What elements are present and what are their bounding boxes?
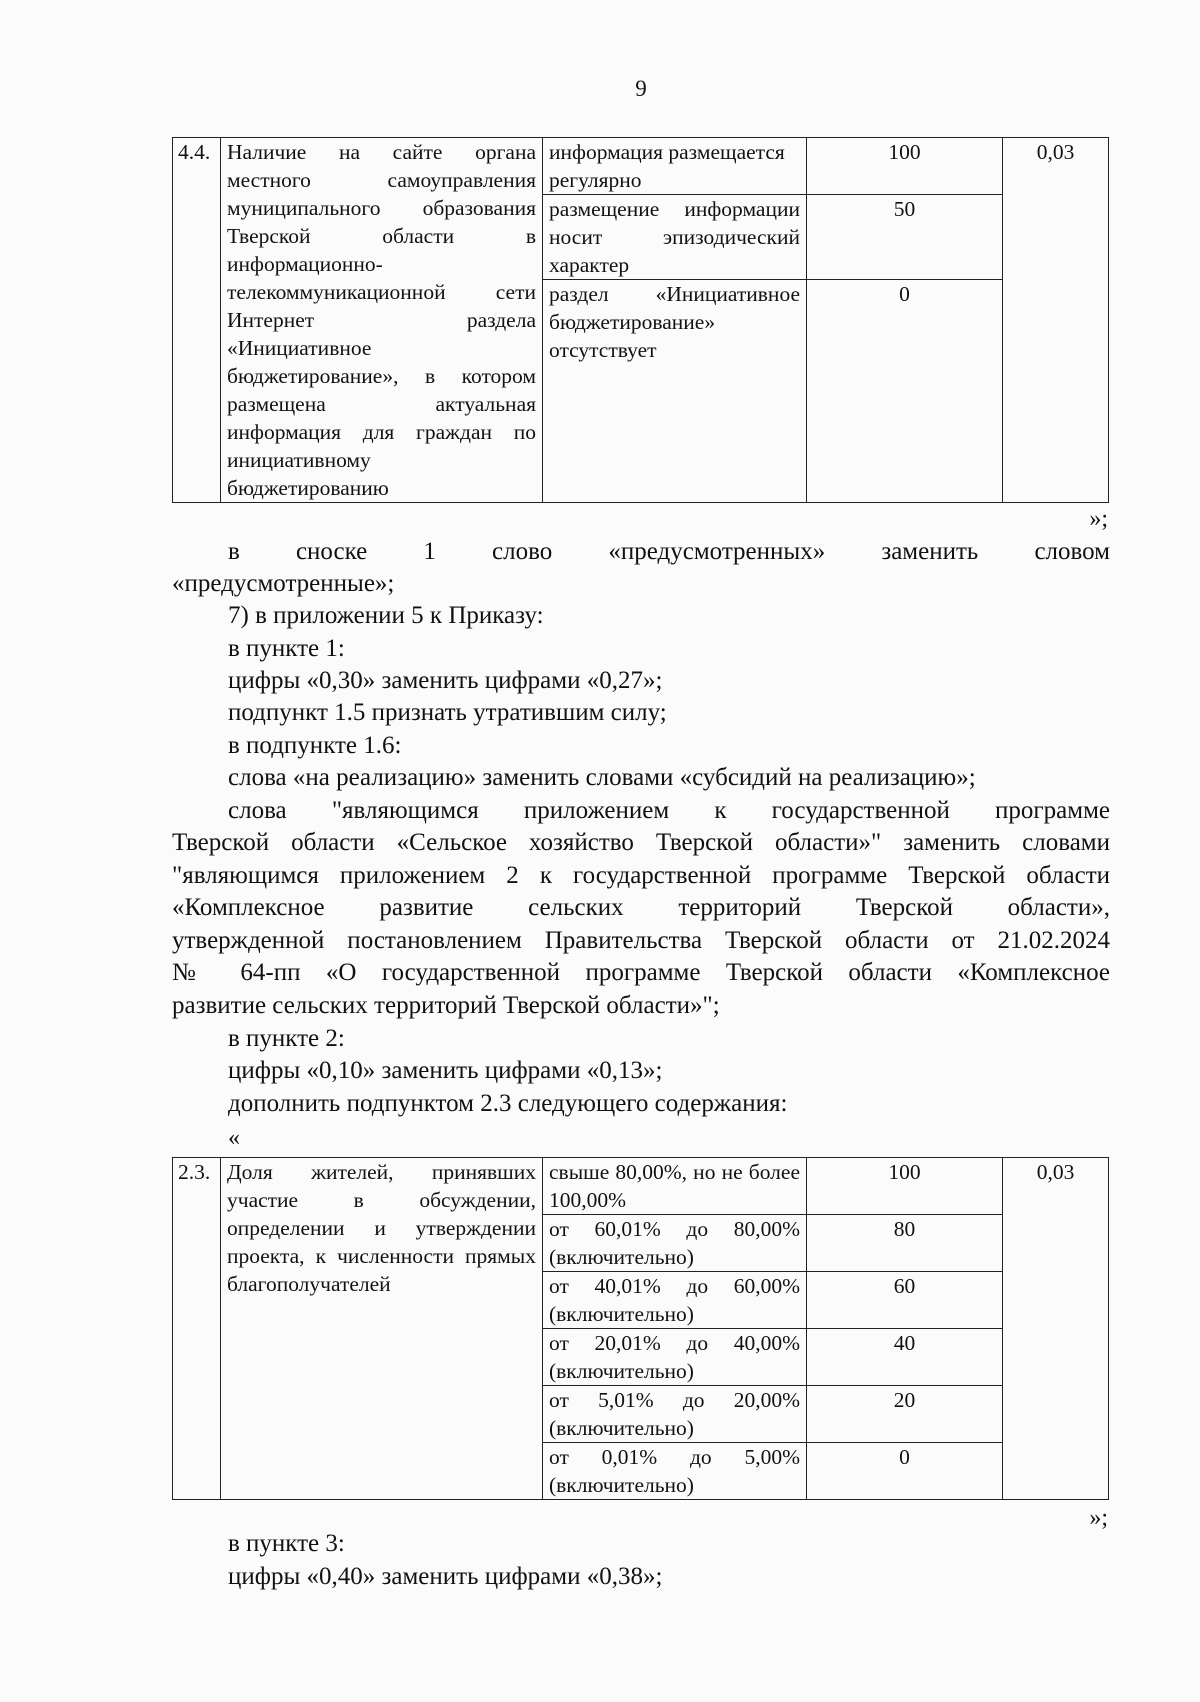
- criterion-cell: раздел «Инициативное бюджетирование» отсутствует: [543, 280, 807, 503]
- score-cell: 50: [807, 195, 1003, 280]
- text-line: цифры «0,30» заменить цифрами «0,27»;: [228, 667, 663, 694]
- indicator-description: Наличие на сайте органа местного самоуправления муниципального образования Тверской области в информационно-телекоммуникационной сети Интернет раздела «Инициативное бюджетирование», в котором размещена актуальная информация для граждан по инициативному бюджетированию: [221, 138, 543, 503]
- page-number: 9: [635, 76, 647, 101]
- criterion-cell: размещение информации носит эпизодический характер: [543, 195, 807, 280]
- score-cell: 60: [807, 1272, 1003, 1329]
- criteria-table-4-4: [172, 137, 1109, 503]
- text-line: утвержденной постановлением Правительства Тверской области от 21.02.2024: [172, 927, 1110, 954]
- criterion-cell: от 5,01% до 20,00% (включительно): [543, 1386, 807, 1443]
- score-cell: 0: [807, 1443, 1003, 1500]
- text-line: в пункте 1:: [228, 635, 345, 662]
- indicator-description: Доля жителей, принявших участие в обсуждении, определении и утверждении проекта, к численности прямых благополучателей: [221, 1158, 543, 1500]
- row-number: 4.4.: [173, 138, 221, 503]
- text-line: слова "являющимся приложением к государственной программе: [228, 797, 1110, 824]
- text-line: цифры «0,40» заменить цифрами «0,38»;: [228, 1563, 663, 1590]
- text-line: цифры «0,10» заменить цифрами «0,13»;: [228, 1057, 663, 1084]
- text-line: развитие сельских территорий Тверской области»";: [172, 992, 720, 1019]
- text-line: "являющимся приложением 2 к государственной программе Тверской области: [172, 862, 1110, 889]
- criteria-table-2-3: [172, 1157, 1109, 1500]
- score-cell: 40: [807, 1329, 1003, 1386]
- criterion-cell: от 0,01% до 5,00% (включительно): [543, 1443, 807, 1500]
- opening-quote: «: [228, 1125, 240, 1151]
- text-line: «предусмотренные»;: [172, 570, 395, 597]
- text-line: в пункте 2:: [228, 1025, 345, 1052]
- closing-quote: »;: [1089, 1505, 1108, 1531]
- weight-cell: 0,03: [1003, 138, 1109, 503]
- text-line: «Комплексное развитие сельских территорий Тверской области»,: [172, 894, 1110, 921]
- criterion-cell: информация размещается регулярно: [543, 138, 807, 195]
- text-line: в подпункте 1.6:: [228, 732, 402, 759]
- criterion-cell: от 60,01% до 80,00% (включительно): [543, 1215, 807, 1272]
- criterion-cell: от 20,01% до 40,00% (включительно): [543, 1329, 807, 1386]
- row-number: 2.3.: [173, 1158, 221, 1500]
- score-cell: 100: [807, 1158, 1003, 1215]
- text-line: дополнить подпунктом 2.3 следующего содержания:: [228, 1090, 788, 1117]
- score-cell: 100: [807, 138, 1003, 195]
- score-cell: 80: [807, 1215, 1003, 1272]
- text-line: в сноске 1 слово «предусмотренных» заменить словом: [228, 538, 1110, 565]
- closing-quote: »;: [1089, 506, 1108, 532]
- weight-cell: 0,03: [1003, 1158, 1109, 1500]
- criterion-cell: свыше 80,00%, но не более 100,00%: [543, 1158, 807, 1215]
- text-line: в пункте 3:: [228, 1530, 345, 1557]
- score-cell: 0: [807, 280, 1003, 503]
- criterion-cell: от 40,01% до 60,00% (включительно): [543, 1272, 807, 1329]
- text-line: Тверской области «Сельское хозяйство Тверской области»" заменить словами: [172, 829, 1110, 856]
- text-line: подпункт 1.5 признать утратившим силу;: [228, 699, 667, 726]
- text-line: слова «на реализацию» заменить словами «субсидий на реализацию»;: [228, 764, 976, 791]
- text-line: 7) в приложении 5 к Приказу:: [228, 602, 544, 629]
- text-line: № 64-пп «О государственной программе Тверской области «Комплексное: [172, 959, 1110, 986]
- score-cell: 20: [807, 1386, 1003, 1443]
